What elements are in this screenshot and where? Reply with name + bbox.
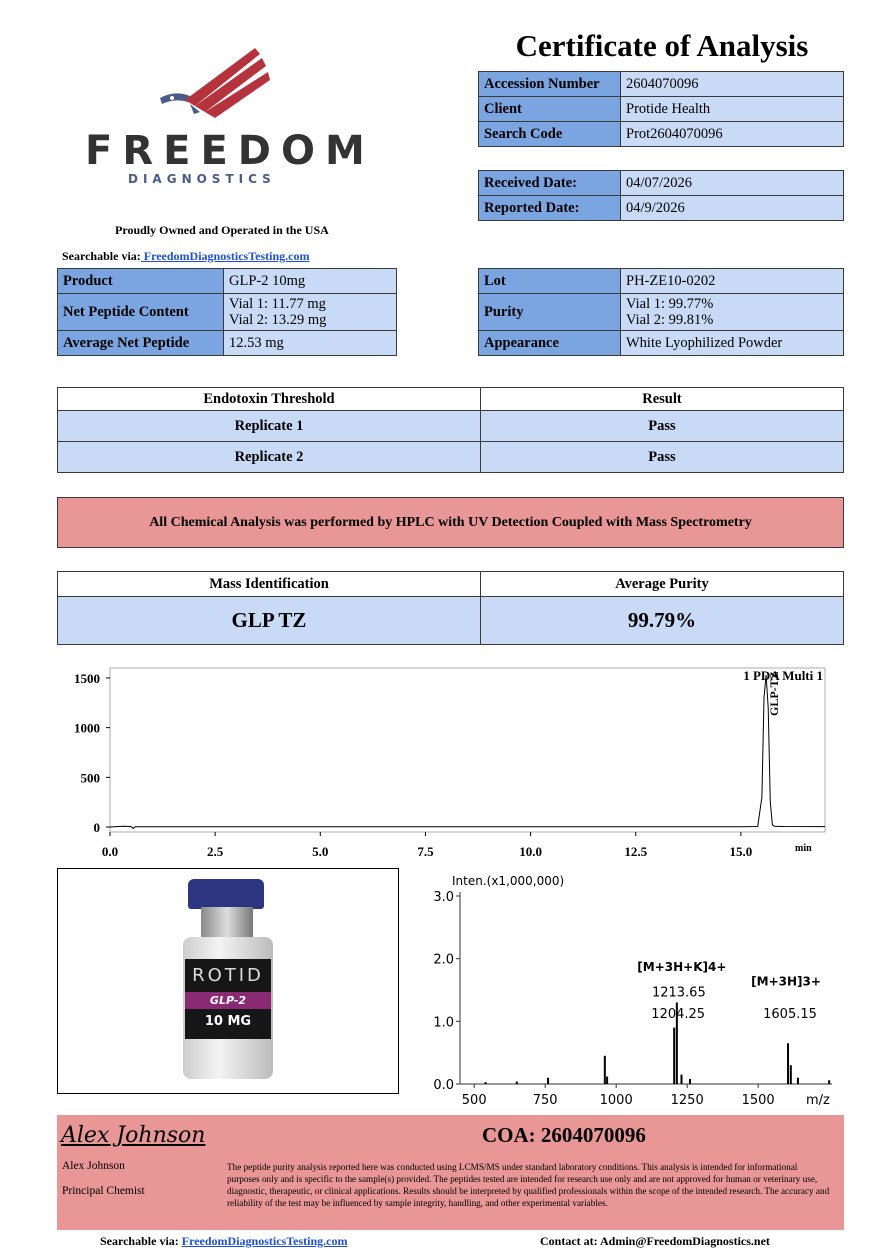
- vial-product: GLP-2: [185, 992, 271, 1009]
- x-tick-label: 1000: [599, 1093, 633, 1108]
- mass-header-row: [58, 572, 844, 597]
- mz-label: 1213.65: [651, 985, 706, 1001]
- chromatogram-line: [110, 675, 825, 829]
- client-row: [479, 97, 844, 122]
- table-row: [58, 411, 844, 442]
- vial-neck: [201, 907, 253, 939]
- signature-footer: [57, 1115, 844, 1230]
- product-row: [58, 269, 397, 294]
- peak-label: GLP-TZ: [767, 671, 782, 716]
- mass-spectrum: [420, 868, 840, 1113]
- searchable-link[interactable]: FreedomDiagnosticsTesting.com: [140, 249, 310, 263]
- plot-frame: [110, 668, 825, 832]
- endotoxin-header-row: [58, 388, 844, 411]
- x-tick-label: 500: [461, 1093, 487, 1108]
- contact-email[interactable]: Contact at: Admin@FreedomDiagnostics.net: [540, 1234, 770, 1248]
- product-label: Product: [58, 269, 224, 294]
- accession-table: [478, 71, 844, 147]
- client-value: Protide Health: [621, 97, 844, 122]
- y-tick-label: 500: [80, 770, 100, 786]
- search-code-row: [479, 122, 844, 147]
- x-tick-label: 2.5: [207, 844, 224, 859]
- bottom-searchable: [100, 1234, 347, 1249]
- x-tick-label: 12.5: [624, 844, 648, 859]
- replicate-result: Pass: [481, 442, 844, 473]
- received-value: 04/07/2026: [621, 171, 844, 196]
- vial-brand: ROTID: [192, 965, 264, 986]
- net-peptide-row: [58, 294, 397, 331]
- x-axis-label: min: [795, 843, 812, 854]
- chemist-name: Alex Johnson: [62, 1160, 125, 1172]
- mass-id-header: Mass Identification: [58, 572, 481, 597]
- search-code-label: Search Code: [479, 122, 621, 147]
- avg-net-value: 12.53 mg: [224, 331, 397, 356]
- x-tick-label: 750: [532, 1093, 558, 1108]
- y-tick-label: 1500: [74, 670, 100, 686]
- purity-vial1: Vial 1: 99.77%: [626, 296, 714, 312]
- avg-purity-header: Average Purity: [481, 572, 844, 597]
- x-tick-label: 10.0: [519, 844, 542, 859]
- result-header: Result: [481, 388, 844, 411]
- accession-label: Accession Number: [479, 72, 621, 97]
- company-logo: [80, 40, 375, 200]
- x-axis-label: m/z: [806, 1093, 830, 1108]
- x-tick-label: 0.0: [101, 844, 119, 859]
- dates-table: [478, 170, 844, 221]
- avg-purity-value: 99.79%: [481, 597, 844, 645]
- lot-row: [479, 269, 844, 294]
- searchable-line: [62, 249, 309, 264]
- x-tick-label: 15.0: [729, 844, 753, 859]
- y-tick-label: 0.0: [433, 1078, 454, 1093]
- net-vial2: Vial 2: 13.29 mg: [229, 312, 327, 328]
- searchable-label: Searchable via:: [62, 249, 141, 263]
- lot-value: PH-ZE10-0202: [621, 269, 844, 294]
- net-vial1: Vial 1: 11.77 mg: [229, 296, 326, 312]
- endotoxin-header: Endotoxin Threshold: [58, 388, 481, 411]
- eagle-flag-icon: [150, 40, 280, 120]
- spectrum-bg: [420, 868, 840, 1113]
- mz-label: 1204.25: [651, 1007, 706, 1023]
- client-label: Client: [479, 97, 621, 122]
- disclaimer: The peptide purity analysis reported here was conducted using LCMS/MS under standard laboratory conditions. This analysis is intended for informational purposes only and is specific to the sample(s) provided. The peptides tested are intended for research use only and are not approved for human or veterinary use, diagnostic, therapeutic, or clinical applications. Results should be interpreted by qualified professionals within the scope of the intended research. The accuracy and reliability of the test may be influenced by sample integrity, handling, and other experimental variables.: [227, 1162, 830, 1208]
- lot-label: Lot: [479, 269, 621, 294]
- avg-net-label: Average Net Peptide: [58, 331, 224, 356]
- chemist-role: Principal Chemist: [62, 1185, 145, 1197]
- appearance-label: Appearance: [479, 331, 621, 356]
- lot-table: [478, 268, 844, 356]
- purity-row: [479, 294, 844, 331]
- x-tick-label: 1250: [670, 1093, 704, 1108]
- reported-value: 04/9/2026: [621, 196, 844, 221]
- accession-value: 2604070096: [621, 72, 844, 97]
- avg-net-row: [58, 331, 397, 356]
- vial-photo: [57, 868, 399, 1094]
- replicate-name: Replicate 2: [58, 442, 481, 473]
- x-tick-label: 5.0: [312, 844, 329, 859]
- y-tick-label: 3.0: [433, 890, 454, 905]
- product-value: GLP-2 10mg: [224, 269, 397, 294]
- accession-row: [479, 72, 844, 97]
- search-code-value: Prot2604070096: [621, 122, 844, 147]
- y-axis-title: Inten.(x1,000,000): [452, 874, 565, 888]
- mz-label: 1605.15: [763, 1007, 817, 1023]
- brand-subtitle: DIAGNOSTICS: [128, 172, 276, 186]
- ion-label: [M+3H]3+: [751, 974, 821, 989]
- purity-vial2: Vial 2: 99.81%: [626, 312, 714, 328]
- purity-label: Purity: [479, 294, 621, 331]
- coa-number: COA: 2604070096: [482, 1123, 646, 1147]
- bottom-searchable-label: Searchable via:: [100, 1234, 179, 1248]
- replicate-result: Pass: [481, 411, 844, 442]
- signature: Alex Johnson: [61, 1123, 206, 1148]
- replicate-name: Replicate 1: [58, 411, 481, 442]
- product-table: [57, 268, 397, 356]
- vial-label: [185, 959, 271, 1039]
- mass-value-row: [58, 597, 844, 645]
- ion-label: [M+3H+K]4+: [637, 960, 727, 975]
- y-tick-label: 1000: [74, 720, 100, 736]
- page-title: Certificate of Analysis: [515, 28, 809, 63]
- bottom-searchable-link[interactable]: FreedomDiagnosticsTesting.com: [181, 1234, 348, 1248]
- method-note: All Chemical Analysis was performed by HPLC with UV Detection Coupled with Mass Spectrometry: [57, 497, 844, 548]
- x-tick-label: 1500: [741, 1093, 775, 1108]
- net-peptide-values: [224, 294, 397, 331]
- hplc-chromatogram: [55, 660, 835, 865]
- appearance-value: White Lyophilized Powder: [621, 331, 844, 356]
- vial-cap: [188, 879, 264, 909]
- mass-id-value: GLP TZ: [58, 597, 481, 645]
- legend-label: 1 PDA Multi 1: [743, 668, 823, 683]
- brand-name: FREEDOM: [85, 128, 375, 174]
- vial-dose: 10 MG: [204, 1014, 252, 1029]
- tagline: Proudly Owned and Operated in the USA: [115, 223, 329, 237]
- y-tick-label: 2.0: [433, 952, 454, 968]
- endotoxin-table: [57, 387, 844, 473]
- mass-table: [57, 571, 844, 645]
- net-peptide-label: Net Peptide Content: [58, 294, 224, 331]
- purity-values: [621, 294, 844, 331]
- received-label: Received Date:: [479, 171, 621, 196]
- table-row: [58, 442, 844, 473]
- x-tick-label: 7.5: [417, 844, 434, 859]
- received-row: [479, 171, 844, 196]
- y-tick-label: 0: [93, 820, 100, 836]
- appearance-row: [479, 331, 844, 356]
- reported-row: [479, 196, 844, 221]
- y-tick-label: 1.0: [433, 1015, 454, 1031]
- reported-label: Reported Date:: [479, 196, 621, 221]
